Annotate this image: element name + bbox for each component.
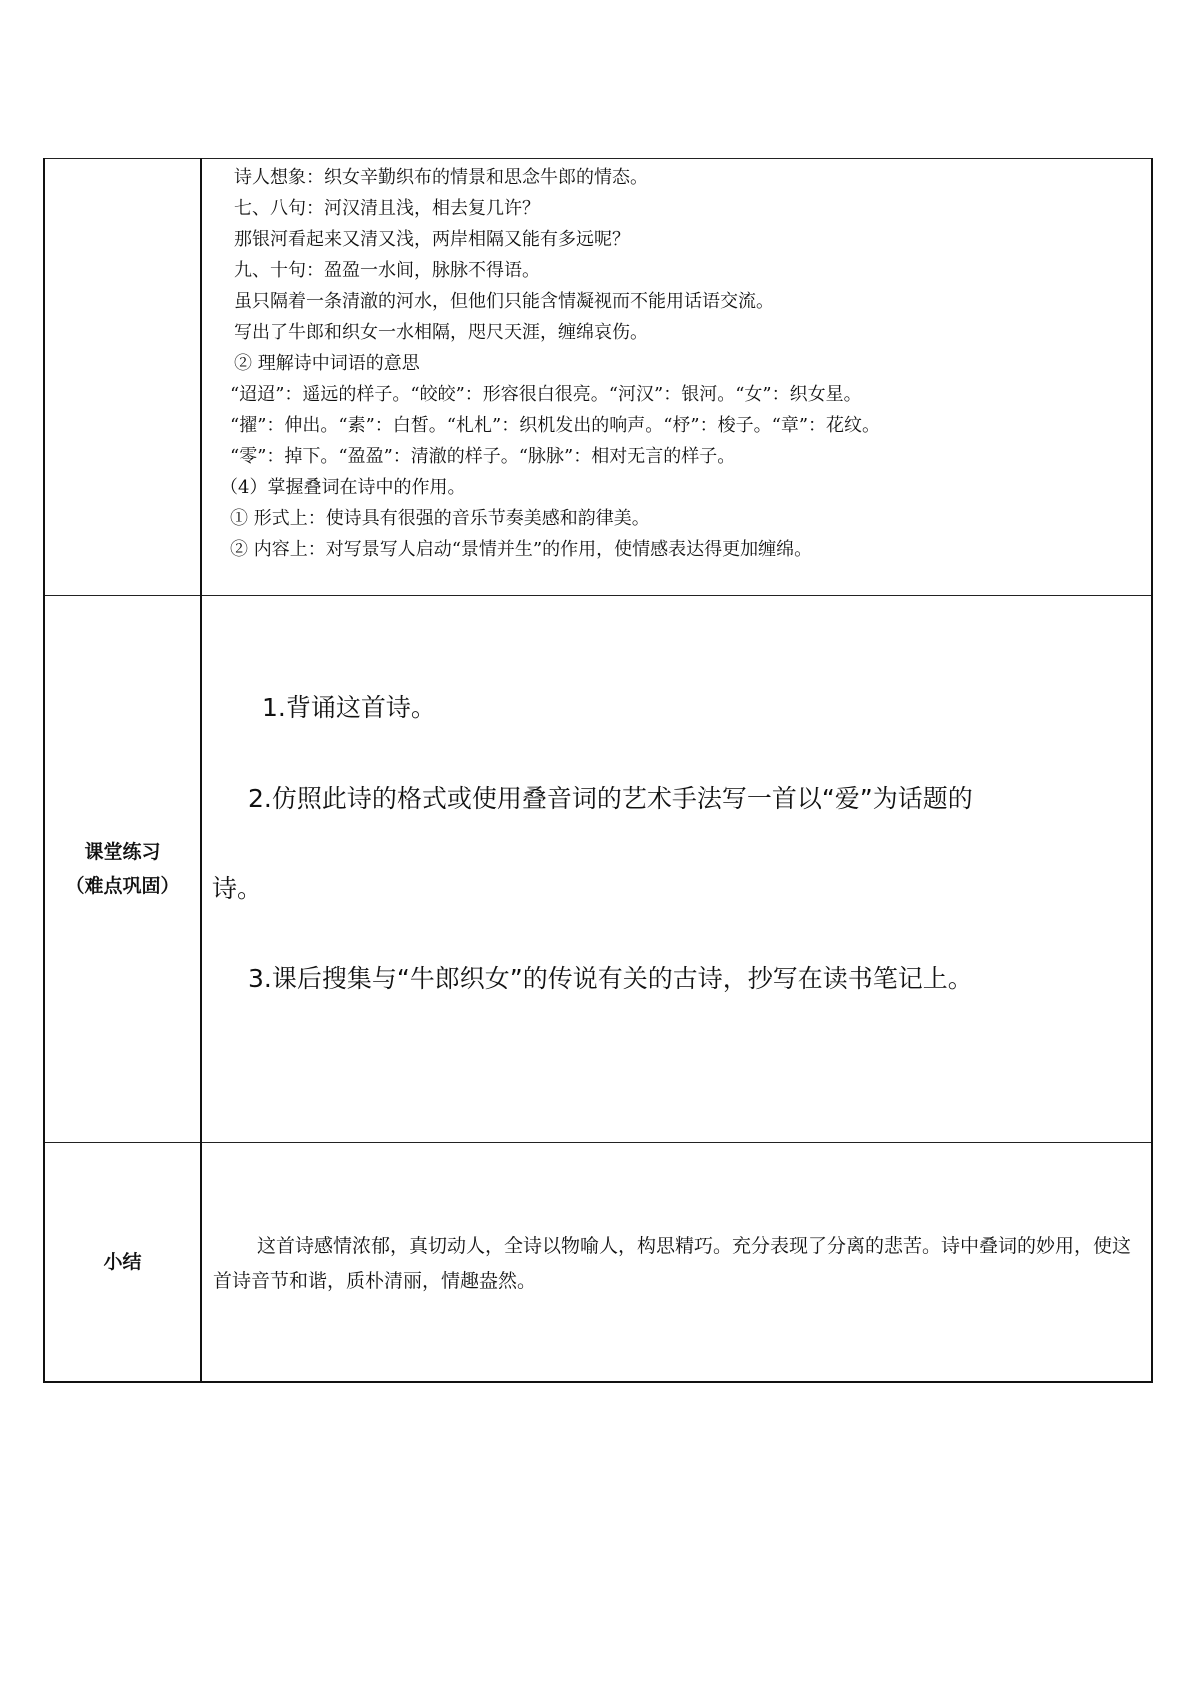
notes-line: 写出了牛郎和织女一水相隔，咫尺天涯，缠绵哀伤。 [234,322,648,343]
practice-label [45,835,200,903]
notes-line: ② 内容上：对写景写人启动“景情并生”的作用，使情感表达得更加缠绵。 [230,539,813,560]
notes-line: ① 形式上：使诗具有很强的音乐节奏美感和韵律美。 [230,508,650,529]
practice-label-title: 课堂练习 [84,841,161,863]
practice-item-1: 1.背诵这首诗。 [262,693,436,722]
practice-content-cell [201,596,1152,1143]
notes-content-cell [201,159,1152,596]
notes-line: “擢”：伸出。“素”：白皙。“札札”：织机发出的响声。“杼”：梭子。“章”：花纹。 [230,415,881,436]
practice-label-cell [44,596,201,1143]
practice-items [202,596,1151,1142]
notes-line: 九、十句：盈盈一水间，脉脉不得语。 [234,260,540,281]
summary-row [44,1143,1152,1383]
summary-label-cell [44,1143,201,1383]
summary-text: 这首诗感情浓郁，真切动人，全诗以物喻人，构思精巧。充分表现了分离的悲苦。诗中叠词的妙用，使这首诗音节和谐，质朴清丽，情趣盎然。 [213,1235,1132,1292]
lesson-plan-table [43,158,1153,1383]
notes-row [44,159,1152,596]
notes-line: 那银河看起来又清又浅，两岸相隔又能有多远呢？ [234,229,630,250]
practice-item-2: 2.仿照此诗的格式或使用叠音词的艺术手法写一首以“爱”为话题的 [248,784,973,813]
notes-line: 虽只隔着一条清澈的河水，但他们只能含情凝视而不能用话语交流。 [234,291,774,312]
notes-label-cell [44,159,201,596]
summary-label: 小结 [103,1251,142,1273]
teaching-notes [202,159,1151,565]
practice-item-3: 3.课后搜集与“牛郎织女”的传说有关的古诗，抄写在读书笔记上。 [248,964,973,993]
notes-line: 诗人想象：织女辛勤织布的情景和思念牛郎的情态。 [234,167,648,188]
summary-content-cell [201,1143,1152,1383]
notes-line: “零”：掉下。“盈盈”：清澈的样子。“脉脉”：相对无言的样子。 [230,446,736,467]
practice-item-2-continued: 诗。 [212,874,263,903]
notes-line: 七、八句：河汉清且浅，相去复几许？ [234,198,540,219]
notes-line: “迢迢”：遥远的样子。“皎皎”：形容很白很亮。“河汉”：银河。“女”：织女星。 [230,384,862,405]
notes-line: ② 理解诗中词语的意思 [234,353,420,374]
notes-line: （4）掌握叠词在诗中的作用。 [220,477,466,498]
practice-label-subtitle: （难点巩固） [65,875,180,897]
practice-row [44,596,1152,1143]
